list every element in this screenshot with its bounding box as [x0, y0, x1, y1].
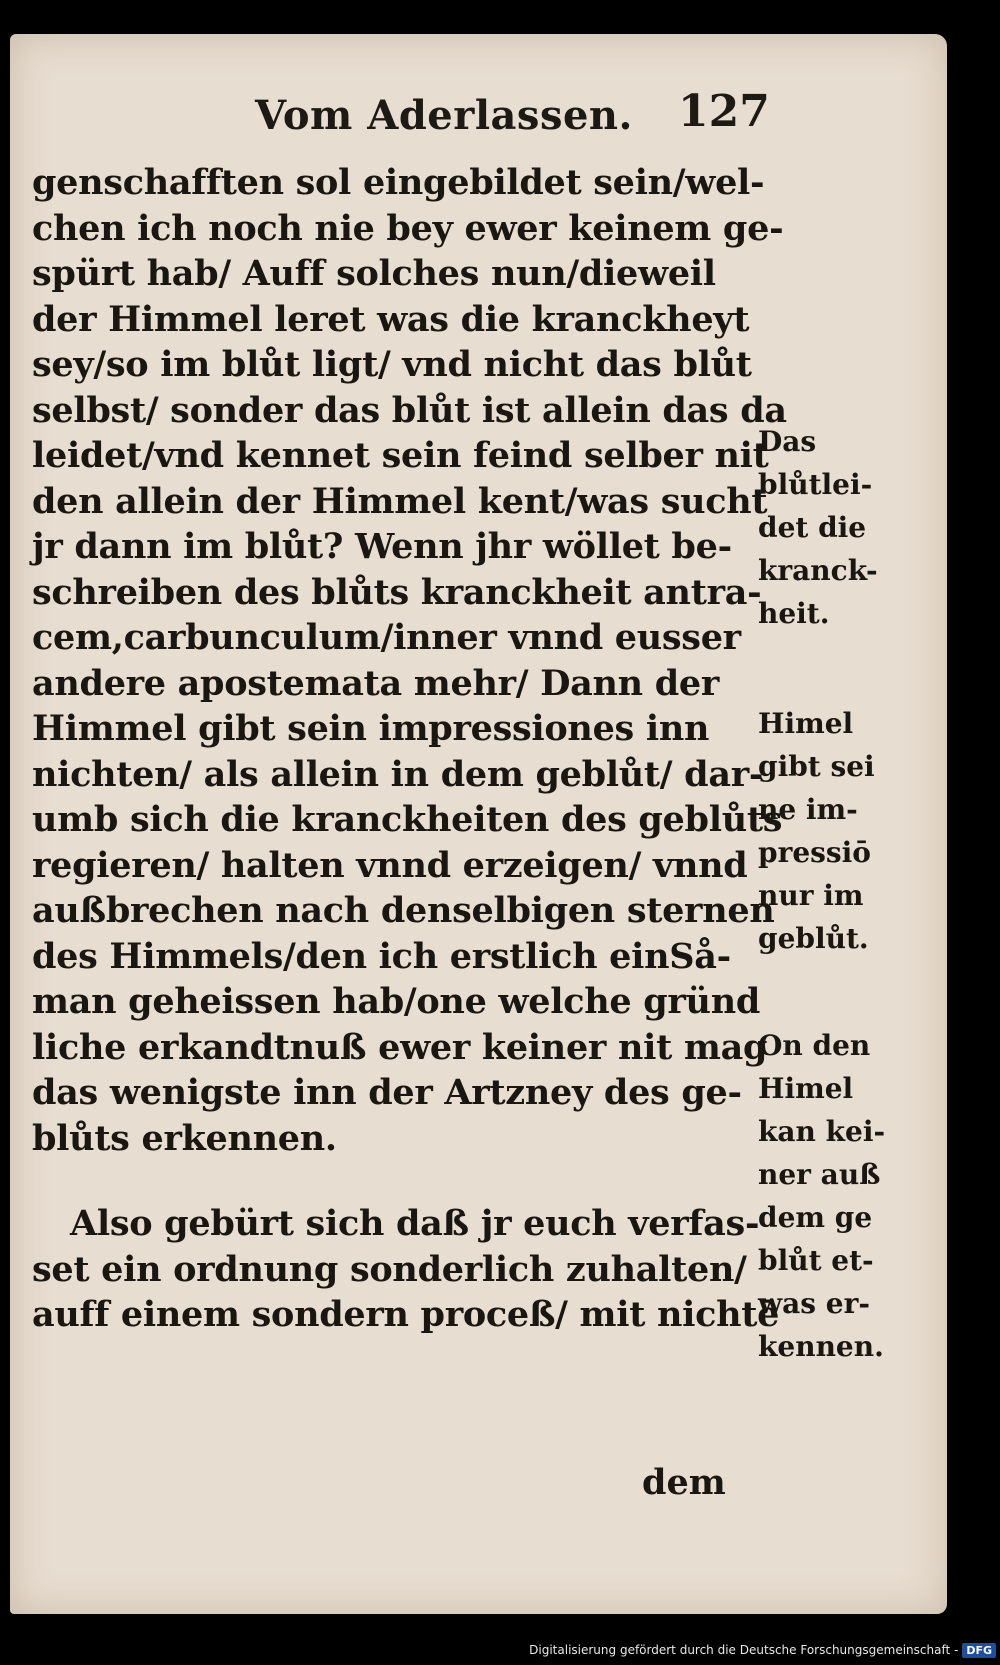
paragraph-2: [32, 1201, 780, 1338]
text-line: sey/so im blůt ligt/ vnd nicht das blůt: [32, 344, 752, 385]
text-line: spürt hab/ Auff solches nun/dieweil: [32, 253, 716, 294]
text-line: der Himmel leret was die kranckheyt: [32, 298, 750, 340]
text-line: nichten/ als allein in dem geblůt/ dar-: [32, 753, 764, 795]
text-line: Himel: [758, 707, 854, 740]
text-line: liche erkandtnuß ewer keiner nit mag: [32, 1026, 768, 1068]
text-line: ner auß: [758, 1158, 881, 1191]
text-line: kan kei-: [758, 1115, 886, 1148]
text-line: nur im: [758, 879, 864, 912]
catchword: dem: [642, 1462, 726, 1503]
text-line: genschafften sol eingebildet sein/wel-: [32, 162, 765, 203]
text-line: Also gebürt sich daß jr euch verfas-: [70, 1203, 760, 1244]
text-line: set ein ordnung sonderlich zuhalten/: [32, 1248, 747, 1290]
text-line: det die: [758, 511, 867, 544]
dfg-logo: DFG: [962, 1643, 996, 1658]
running-head-title: Vom Aderlassen.: [255, 92, 633, 139]
text-line: Himmel gibt sein impressiones inn: [32, 708, 710, 749]
text-line: Das: [758, 425, 817, 458]
text-line: leidet/vnd kennet sein feind selber nit: [32, 435, 769, 476]
footer-credit-text: Digitalisierung gefördert durch die Deutsche Forschungsgemeinschaft -: [529, 1643, 959, 1657]
text-line: heit.: [758, 597, 830, 630]
text-line: des Himmels/den ich erstlich einSå-: [32, 935, 731, 977]
text-line: andere apostemata mehr/ Dann der: [32, 662, 719, 704]
text-line: regieren/ halten vnnd erzeigen/ vnnd: [32, 844, 748, 886]
text-line: dem ge: [758, 1201, 873, 1234]
text-line: gibt sei: [758, 750, 875, 783]
text-line: blůt et-: [758, 1244, 874, 1277]
text-line: geblůt.: [758, 922, 869, 955]
text-line: jr dann im blůt? Wenn jhr wöllet be-: [32, 526, 732, 567]
text-line: Himel: [758, 1072, 854, 1105]
footer-credit: [529, 1639, 996, 1661]
text-line: On den: [758, 1029, 871, 1062]
text-line: blůtlei-: [758, 468, 873, 501]
text-line: man geheissen hab/one welche gründ: [32, 981, 761, 1022]
text-line: schreiben des blůts kranckheit antra-: [32, 571, 762, 613]
running-head: [10, 86, 947, 152]
text-line: auff einem sondern proceß/ mit nichtē: [32, 1294, 780, 1335]
marginal-note-2: [758, 702, 888, 960]
text-line: das wenigste inn der Artzney des ge-: [32, 1072, 742, 1113]
text-line: chen ich noch nie bey ewer keinem ge-: [32, 207, 784, 249]
paragraph-gap: [32, 1161, 752, 1201]
paragraph-1: [32, 160, 787, 1161]
text-line: blůts erkennen.: [32, 1117, 337, 1159]
text-line: den allein der Himmel kent/was sucht: [32, 480, 768, 522]
text-line: außbrechen nach denselbigen sternen: [32, 890, 775, 931]
marginal-note-1: [758, 420, 888, 635]
text-line: umb sich die kranckheiten des geblůts: [32, 799, 783, 840]
text-line: selbst/ sonder das blůt ist allein das da: [32, 389, 787, 431]
page-number: 127: [678, 86, 770, 137]
text-line: kennen.: [758, 1330, 884, 1363]
text-line: pressiō: [758, 836, 871, 869]
text-line: kranck-: [758, 554, 878, 587]
text-line: cem,carbunculum/inner vnnd eusser: [32, 617, 741, 658]
main-text-block: [32, 160, 787, 1338]
text-line: ne im-: [758, 793, 858, 826]
book-page: [10, 34, 947, 1614]
marginal-note-3: [758, 1024, 888, 1368]
text-line: was er-: [758, 1287, 870, 1320]
